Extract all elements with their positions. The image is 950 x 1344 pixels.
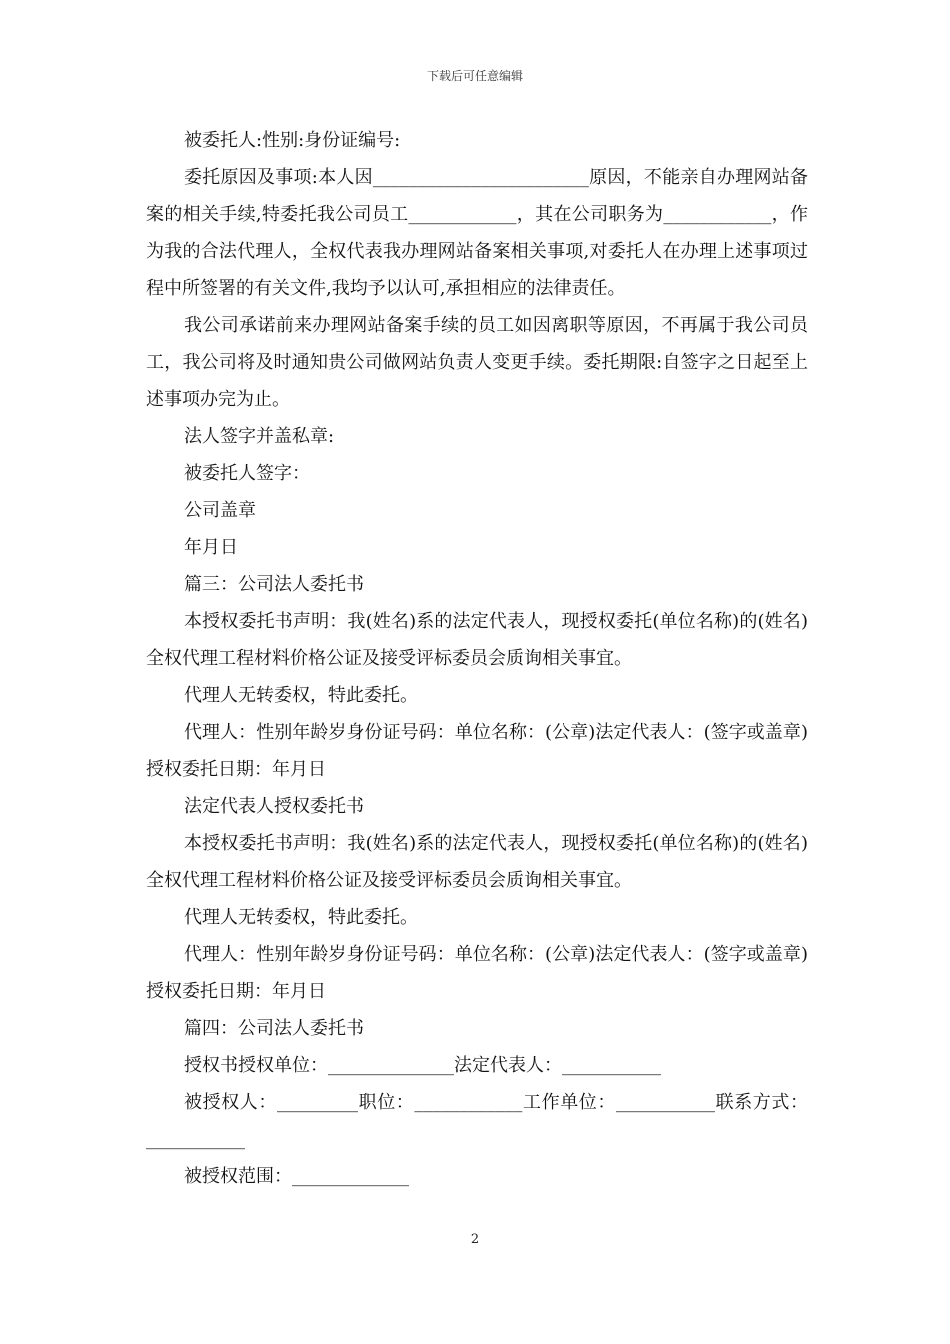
section-title-part-four: 篇四：公司法人委托书 [184, 1018, 364, 1039]
paragraph-authorized-person: 被授权人：_________职位：____________工作单位：___________联系方式：___________ [146, 1092, 808, 1150]
section-title-part-three: 篇三：公司法人委托书 [184, 574, 364, 595]
paragraph-no-sub-delegation-2: 代理人无转委权，特此委托。 [184, 907, 418, 928]
page-header-note: 下载后可任意编辑 [426, 69, 523, 83]
paragraph-date: 年月日 [184, 537, 238, 558]
paragraph-authorizing-unit: 授权书授权单位：______________法定代表人：___________ [184, 1055, 661, 1076]
section-title-legal-rep-authorization: 法定代表人授权委托书 [184, 796, 364, 817]
document-body [146, 122, 808, 1195]
paragraph-agent-details: 代理人：性别年龄岁身份证号码：单位名称：(公章)法定代表人：(签字或盖章)授权委托日期：年月日 [146, 722, 808, 780]
paragraph-authorization-statement: 本授权委托书声明：我(姓名)系的法定代表人，现授权委托(单位名称)的(姓名)全权代理工程材料价格公证及接受评标委员会质询相关事宜。 [146, 611, 808, 669]
page-number: 2 [470, 1232, 480, 1247]
paragraph-company-promise: 我公司承诺前来办理网站备案手续的员工如因离职等原因，不再属于我公司员工，我公司将及时通知贵公司做网站负责人变更手续。委托期限:自签字之日起至上述事项办完为止。 [146, 315, 808, 410]
paragraph-no-sub-delegation: 代理人无转委权，特此委托。 [184, 685, 418, 706]
paragraph-agent-signature: 被委托人签字： [184, 463, 310, 484]
paragraph-agent-details-2: 代理人：性别年龄岁身份证号码：单位名称：(公章)法定代表人：(签字或盖章)授权委托日期：年月日 [146, 944, 808, 1002]
paragraph-company-seal: 公司盖章 [184, 500, 256, 521]
paragraph-principal-info: 被委托人:性别:身份证编号: [184, 130, 401, 151]
paragraph-authorization-statement-2: 本授权委托书声明：我(姓名)系的法定代表人，现授权委托(单位名称)的(姓名)全权代理工程材料价格公证及接受评标委员会质询相关事宜。 [146, 833, 808, 891]
paragraph-legal-signature: 法人签字并盖私章: [184, 426, 335, 447]
paragraph-authorized-scope: 被授权范围：_____________ [184, 1166, 409, 1187]
paragraph-entrust-reason: 委托原因及事项:本人因________________________原因，不能亲自办理网站备案的相关手续,特委托我公司员工____________，其在公司职务为____________，作为我的合法代理人，全权代表我办理网站备案相关事项,对委托人在办理上述事项过程中所签署的有关文件,我均予以认可,承担相应的法律责任。 [146, 167, 808, 299]
